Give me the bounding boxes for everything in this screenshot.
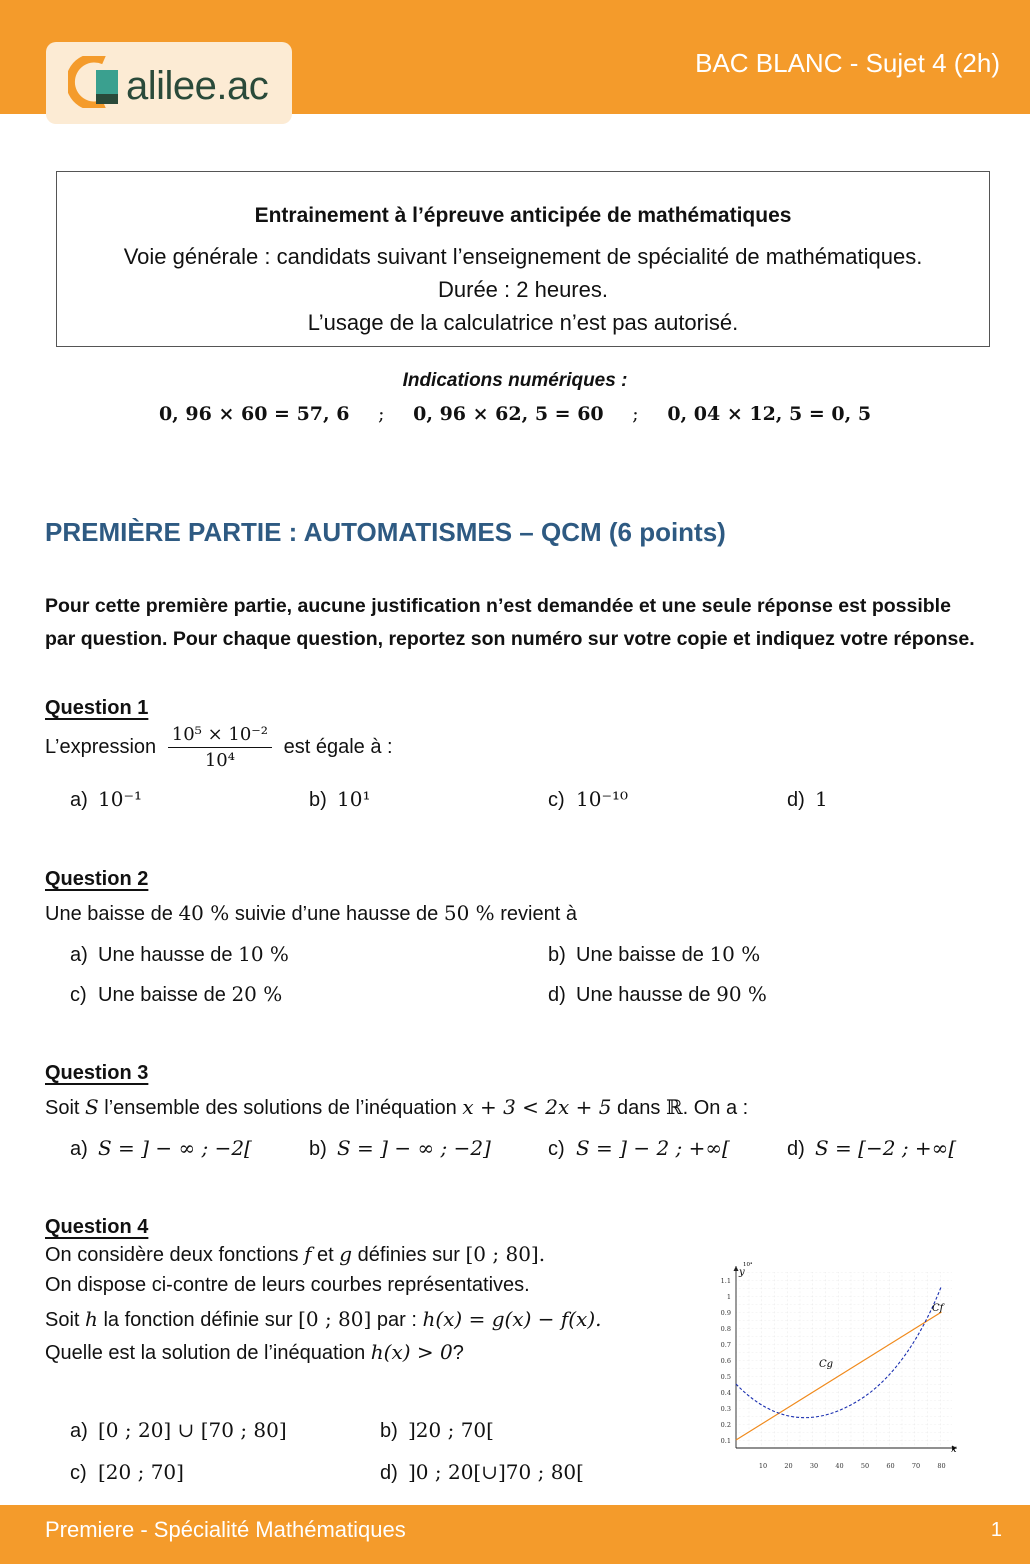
choice-value: 10 %	[238, 942, 289, 966]
question-4-heading: Question 4	[45, 1216, 149, 1238]
q4-domain: [0 ; 80]	[298, 1307, 372, 1331]
q2-text: revient à	[500, 903, 577, 925]
question-2-heading: Question 2	[45, 868, 149, 890]
choice-value: [0 ; 20] ∪ [70 ; 80]	[98, 1418, 287, 1442]
question-1-heading: Question 1	[45, 697, 149, 719]
instructions-line: par question. Pour chaque question, reportez son numéro sur votre copie et indiquez votre réponse.	[45, 628, 975, 650]
choice-label: a)	[70, 1138, 88, 1160]
q4-text: Quelle est la solution de l’inéquation	[45, 1342, 366, 1364]
page-footer	[0, 1505, 1030, 1564]
formula-1: 0, 96 × 60 = 57, 6	[158, 403, 350, 425]
part-instructions	[45, 590, 1015, 656]
q3-choice-b[interactable]	[309, 1136, 491, 1161]
q4-text: définies sur	[357, 1244, 460, 1266]
choice-value: 10¹	[337, 787, 371, 811]
choice-value: S = [−2 ; +∞[	[815, 1136, 957, 1160]
q1-numerator: 10⁵ × 10⁻²	[168, 724, 272, 748]
numeric-indications	[0, 403, 1030, 425]
question-3-heading: Question 3	[45, 1062, 149, 1084]
q2-choice-a[interactable]	[70, 942, 289, 967]
question-1-text	[45, 724, 393, 771]
choice-value: 10⁻¹⁰	[576, 787, 629, 811]
choice-label: b)	[309, 1138, 327, 1160]
choice-label: d)	[787, 1138, 805, 1160]
choice-label: c)	[548, 789, 565, 811]
choice-label: d)	[548, 984, 566, 1006]
logo-text: alilee.ac	[126, 64, 269, 108]
choice-value: 10 %	[709, 942, 761, 966]
question-4-line-4	[45, 1340, 464, 1365]
q4-graph	[705, 1258, 965, 1473]
q2-value: 40 %	[178, 901, 230, 925]
q4-text: et	[317, 1244, 334, 1266]
q3-text: . On a :	[682, 1097, 749, 1119]
choice-value: S = ] − ∞ ; −2]	[337, 1136, 491, 1160]
footer-course: Premiere - Spécialité Mathématiques	[45, 1517, 406, 1542]
q2-choice-c[interactable]	[70, 982, 282, 1007]
question-4-line-1	[45, 1242, 545, 1267]
q4-choice-b[interactable]	[380, 1418, 494, 1443]
x-axis-label: x	[951, 1444, 957, 1455]
choice-label: c)	[70, 984, 87, 1006]
q4-choice-c[interactable]	[70, 1460, 184, 1485]
choice-label: a)	[70, 789, 88, 811]
y-axis-label: y	[739, 1267, 745, 1278]
question-3-text	[45, 1095, 748, 1120]
q1-fraction	[168, 724, 272, 771]
choice-label: b)	[380, 1420, 398, 1442]
choice-label: d)	[787, 789, 805, 811]
exam-info-calculator: L’usage de la calculatrice n’est pas autorisé.	[307, 310, 739, 335]
x-tick: 80	[937, 1462, 946, 1470]
choice-label: a)	[70, 1420, 88, 1442]
exam-info-title: Entrainement à l’épreuve anticipée de mathématiques	[254, 204, 792, 227]
exam-info-line: Voie générale : candidats suivant l’enseignement de spécialité de mathématiques.	[123, 244, 923, 269]
part-title: PREMIÈRE PARTIE : AUTOMATISMES – QCM (6 points)	[45, 517, 726, 547]
q1-post: est égale à :	[283, 735, 393, 758]
y-tick: 0.1	[720, 1437, 731, 1445]
x-tick-labels	[759, 1462, 946, 1470]
x-tick: 20	[784, 1462, 793, 1470]
q4-h-definition: h(x) = g(x) − f(x).	[422, 1307, 602, 1331]
y-tick: 0.2	[720, 1421, 731, 1429]
choice-value: S = ] − 2 ; +∞[	[576, 1136, 730, 1160]
q2-choice-b[interactable]	[548, 942, 760, 967]
y-axis-exponent: 10⁴	[743, 1262, 753, 1268]
choice-label: a)	[70, 944, 88, 966]
exam-title: BAC BLANC - Sujet 4 (2h)	[695, 48, 1000, 78]
q4-text: la fonction définie sur	[103, 1309, 293, 1331]
q3-text: dans	[617, 1097, 661, 1119]
y-tick: 1.1	[720, 1277, 731, 1285]
question-4-line-2: On dispose ci-contre de leurs courbes représentatives.	[45, 1274, 530, 1296]
y-tick: 0.5	[720, 1373, 731, 1381]
y-tick: 1	[726, 1293, 731, 1301]
q1-choice-b[interactable]	[309, 787, 370, 812]
choice-value: 90 %	[716, 982, 767, 1006]
y-tick: 0.3	[720, 1405, 731, 1413]
formula-2: 0, 96 × 62, 5 = 60	[413, 403, 604, 425]
page-header	[0, 0, 1030, 114]
choice-value: 20 %	[231, 982, 283, 1006]
q1-choice-a[interactable]	[70, 787, 142, 812]
y-tick: 0.6	[720, 1357, 731, 1365]
q1-pre: L’expression	[45, 735, 157, 758]
indications-label: Indications numériques :	[402, 370, 628, 391]
q2-text: Une baisse de	[45, 903, 173, 925]
formula-separator: ;	[632, 403, 639, 425]
choice-label: b)	[309, 789, 327, 811]
q4-choice-a[interactable]	[70, 1418, 287, 1443]
y-axis-arrow-icon	[734, 1266, 739, 1271]
q4-inequation: h(x) > 0	[370, 1340, 453, 1364]
q4-choice-d[interactable]	[380, 1460, 584, 1485]
x-tick: 30	[809, 1462, 819, 1470]
q1-choice-c[interactable]	[548, 787, 628, 812]
q2-value: 50 %	[443, 901, 495, 925]
choice-value: ]20 ; 70[	[408, 1418, 494, 1442]
q4-domain: [0 ; 80].	[465, 1242, 546, 1266]
q2-text: suivie d’une hausse de	[234, 903, 439, 925]
y-tick: 0.9	[720, 1309, 731, 1317]
q3-reals: ℝ	[665, 1095, 683, 1119]
choice-value: [20 ; 70]	[98, 1460, 184, 1484]
choice-value: ]0 ; 20[∪]70 ; 80[	[408, 1460, 584, 1484]
q3-set-symbol: S	[85, 1095, 99, 1119]
q3-text: l’ensemble des solutions de l’inéquation	[104, 1097, 457, 1119]
q3-inequation: x + 3 < 2x + 5	[462, 1095, 612, 1119]
graph-grid	[736, 1272, 952, 1448]
galilee-logo[interactable]	[46, 42, 292, 124]
instructions-line: Pour cette première partie, aucune justification n’est demandée et une seule réponse est possible	[45, 595, 951, 617]
q4-g-symbol: g	[339, 1242, 353, 1266]
page-number: 1	[990, 1519, 1002, 1541]
q4-f-symbol: f	[304, 1242, 312, 1266]
choice-text: Une hausse de	[98, 944, 233, 966]
choice-label: c)	[70, 1462, 87, 1484]
y-tick-labels	[721, 1277, 731, 1445]
q4-h-symbol: h	[85, 1307, 98, 1331]
exam-info-box	[56, 171, 990, 347]
exam-info-duration: Durée : 2 heures.	[438, 277, 608, 302]
q4-text: par :	[376, 1309, 417, 1331]
y-tick: 0.4	[720, 1389, 731, 1397]
choice-text: Une hausse de	[576, 984, 711, 1006]
q3-choice-a[interactable]	[70, 1136, 252, 1161]
x-tick: 10	[758, 1462, 768, 1470]
choice-value: S = ] − ∞ ; −2[	[98, 1136, 252, 1160]
y-tick: 0.7	[720, 1341, 731, 1349]
choice-value: 10⁻¹	[98, 787, 143, 811]
q4-text: ?	[452, 1342, 464, 1364]
q2-choice-d[interactable]	[548, 982, 767, 1007]
x-tick: 40	[835, 1462, 844, 1470]
curve-f-label: Cf	[932, 1303, 944, 1314]
q4-text: On considère deux fonctions	[45, 1244, 299, 1266]
choice-label: d)	[380, 1462, 398, 1484]
x-tick: 50	[860, 1462, 870, 1470]
q4-text: Soit	[45, 1309, 80, 1331]
formula-3: 0, 04 × 12, 5 = 0, 5	[667, 403, 872, 425]
choice-label: b)	[548, 944, 566, 966]
x-tick: 60	[886, 1462, 895, 1470]
logo-mark-icon	[68, 56, 126, 108]
choice-text: Une baisse de	[576, 944, 704, 966]
q3-choice-c[interactable]	[548, 1136, 730, 1161]
q1-choice-d[interactable]	[787, 787, 828, 812]
choice-text: Une baisse de	[98, 984, 226, 1006]
question-4-line-3	[45, 1307, 602, 1332]
choice-label: c)	[548, 1138, 565, 1160]
curve-g-label: Cg	[819, 1359, 834, 1370]
q3-text: Soit	[45, 1097, 80, 1119]
choice-value: 1	[815, 787, 828, 811]
q3-choice-d[interactable]	[787, 1136, 956, 1161]
y-tick: 0.8	[720, 1325, 731, 1333]
q1-denominator: 10⁴	[204, 750, 235, 771]
question-2-text	[45, 901, 577, 926]
formula-separator: ;	[378, 403, 385, 425]
x-tick: 70	[911, 1462, 921, 1470]
